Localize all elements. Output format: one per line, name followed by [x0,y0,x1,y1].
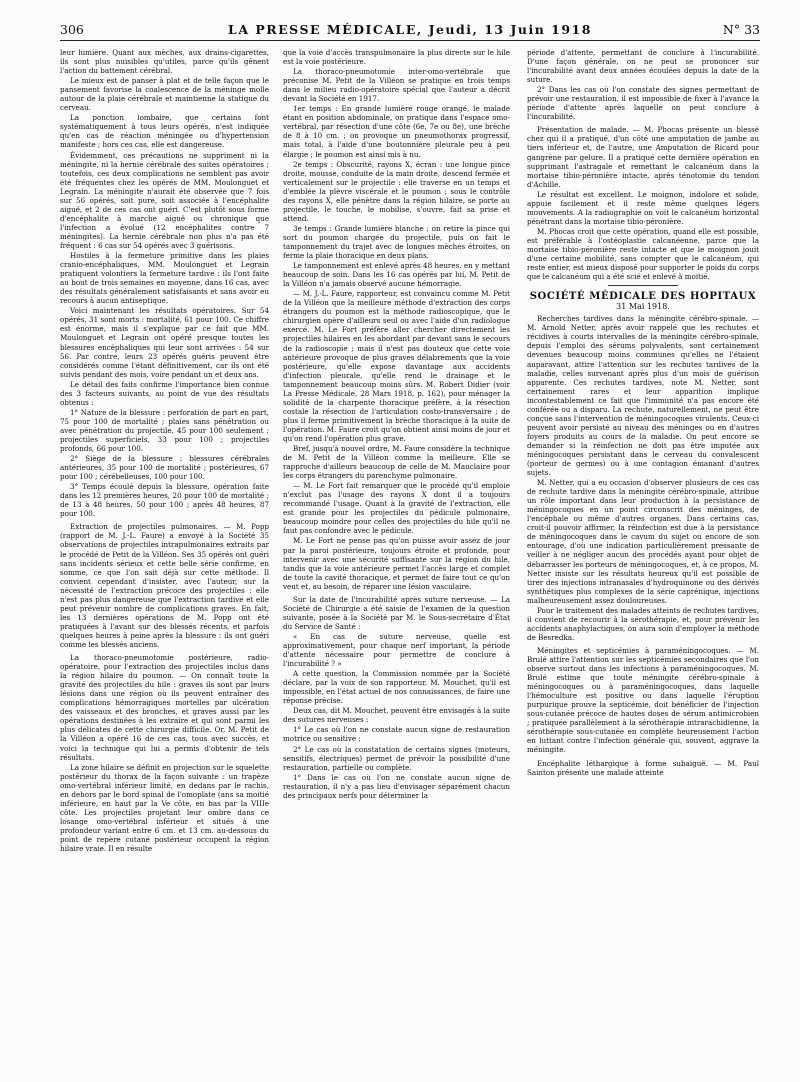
paragraph: 3° Temps écoulé depuis la blessure, opération faite dans les 12 premières heures, 20 pour 100 de mortalité ; de 13 à 48 heures, 50 pour 100 ; après 48 heures, 87 pour 100. [60,482,269,519]
paragraph: Le détail des faits confirme l'importance bien connue des 3 facteurs suivants, au point de vue des résultats obtenus : [60,379,269,407]
article-paramenigocoques: Méningites et septicémies à paraméningocoques. — M. Brulé attire l'attention sur les septicémies secondaires que l'on observe surtout dans les infections à paraméningocoques. M. Brulé estime que toute méningite cérébro-spinale à méningocoques ou à paraméningocoques, dans laquelle l'hémoculture est positive ou dans laquelle l'éruption purpurique prouve la septicémie, doit bénéficier de l'injection sous-cutanée précoce de hautes doses de sérum antimicrobien ; pratiquée parallèlement à la sérothérapie intrarachidienne, la sérothérapie sous-cutanée en complète heureusement l'action en luttant contre l'infection générale qui, souvent, aggrave la méningite. [527,645,759,755]
section-title: SOCIÉTÉ MÉDICALE DES HOPITAUX [529,291,757,303]
paragraph: Voici maintenant les résultats opératoires. Sur 54 opérés, 31 sont morts : mortalité, 61 pour 100. Ce chiffre est énorme, mais il s'explique par ce fait que MM. Moulonguet et Legrain ont opéré presque toutes les blessures encéphaliques qui leur sont arrivées : 54 sur 56. Par contre, leurs 23 opérés guéris peuvent être considérés comme l'étant définitivement, car ils ont été suivis pendant des mois, voire pendant un et deux ans. [60,306,269,379]
paragraph: A cette question, la Commission nommée par la Société déclare, par la voix de son rapporteur, M. Mouchet, qu'il est impossible, en l'état actuel de nos connaissances, de faire une réponse précise. [283,669,510,706]
paragraph: 2e temps : Obscurité, rayons X, écran : une longue pince droite, mousse, conduite de la main droite, descend fermée et verticalement sur le projectile : elle traverse en un temps et d'emblée la plèvre viscérale et le poumon ; sous le contrôle des rayons X, elle pénètre dans la région hilaire, se porte au projectile, le touche, le mobilise, s'ouvre, fait sa prise et attend. [283,159,510,223]
article-encephalite-lethargique: Encéphalite léthargique à forme subaiguë. — M. Paul Sainton présente une malade atteinte [527,758,759,777]
running-header [60,18,760,41]
section-rule [608,285,678,286]
paragraph: Évidemment, ces précautions ne suppriment ni la méningite, ni la hernie cérébrale des suites opératoires ; toutefois, ces deux complications ne semblent pas avoir été fréquentes chez les opérés de MM. Moulonguet et Legrain. La méningite n'aurait été observée que 7 fois sur 56 opérés, soit pure, soit associée à l'encéphalite aiguë, et 2 de ces cas ont guéri. C'est plutôt sous forme d'encéphalite à marche aiguë ou chronique que l'infection a évolué (12 encéphalites contre 7 méningites). La hernie cérébrale non plus n'a pas été fréquent : 6 cas sur 54 opérés avec 3 guérisons. [60,150,269,250]
article-projectiles-pulmonaires: Extraction de projectiles pulmonaires. — M. Popp (rapport de M. J.-L. Faure) a envoyé à la Société 35 observations de projectiles intrapulmonaires extraits par le procédé de Petit de la Villéon. Ses 35 opérés ont guéri sans incidents sérieux et cette belle série confirme, en somme, ce que l'on sait déjà sur cette méthode. Il convient cependant d'insister, avec l'auteur, sur la nécessité de l'extraction précoce des projectiles : elle n'est pas plus dangereuse que l'extraction tardive et elle peut prévenir nombre de complications graves. En fait, les 13 dernières opérations de M. Popp ont été pratiquées à l'avant sur des blessés récents, et parfois quelques heures à peine après la blessure : ils ont guéri comme les blessés anciens. [60,522,269,649]
paragraph: M. Netter, qui a eu occasion d'observer plusieurs de ces cas de rechute tardive dans la méningite cérébro-spinale, attribue un rôle important dans leur production à la persistance de méningocoques en un point circonscrit des méninges, de l'encéphale ou même d'autres organes. Dans certains cas, croit-il pouvoir affirmer, la réinfection est due à la persistance de méningocoques dans le cavum du sujet ou encore de son entourage, d'où une indication particulièrement pressante de veiller à ne négliger aucun des procédés ayant pour objet de débarrasser les porteurs de méningocoques, et, à ce propos, M. Netter insiste sur les résultats heureux qu'il est possible de tirer des injections intranasales d'hydroquinone ou des dérivés synthétiques plus complexes de la série caprénique, injections malheureusement assez douloureuses. [527,478,759,605]
paragraph: La ponction lombaire, que certains font systématiquement à tous leurs opérés, n'est indiquée qu'en cas de réaction méningée ou d'hypertension manifeste ; hors ces cas, elle est dangereuse. [60,113,269,150]
paragraph: — M. J.-L. Faure, rapporteur, est convaincu comme M. Petit de la Villéon que la meilleure méthode d'extraction des corps étrangers du poumon est la méthode radioscopique, que le chirurgien opère d'ailleurs seul ou avec l'aide d'un radiologue exercé. M. Le Fort préfère aller chercher directement les projectiles hilaires en les abordant par devant sans le secours de la radioscopie ; mais il n'est pas douteux que cette voie antérieure provoque de plus graves délabrements que la voie postérieure, qu'elle expose davantage aux accidents d'infection pleurale, qu'elle rend le drainage et le tamponnement beaucoup moins sûrs. M. Robert Didier (voir La Presse Médicale, 28 Mars 1918, p. 162), pour ménager la solidité de la charpente thoracique préfère, à la résection costale la résection de l'articulation costo-transversaire ; de plus il ferme primitivement la brèche thoracique à la suite de l'opération. M. Faure croit qu'on obtient ainsi moins de jour et qu'on rend l'opération plus grave. [283,289,510,443]
journal-title: LA PRESSE MÉDICALE, Jeudi, 13 Juin 1918 [228,21,592,37]
paragraph: 1° Le cas où l'on ne constate aucun signe de restauration motrice ou sensitive ; [283,725,510,744]
section-date: 31 Mai 1918. [616,302,670,312]
paragraph: 3e temps : Grande lumière blanche ; on retire la pince qui sort du poumon chargée du projectile, puis on fait le tamponnement du trajet avec de longues mèches étroites, on ferme la plaie thoracique en deux plans. [283,223,510,261]
issue-number: N° 33 [722,21,760,37]
paragraph: La thoraco-pneumotomie inter-omo-vertébrale que préconise M. Petit de la Villéon se pratique en trois temps dans le milieu radio-opératoire spécial que l'auteur a décrit devant la Société en 1917. [283,67,510,104]
paragraph: La zone hilaire se définit en projection sur le squelette postérieur du thorax de la façon suivante : un trapèze omo-vertébral inférieur limité, en dedans par le rachis, en dehors par le bord spinal de l'omoplate (ans sa moitié inférieure, en haut par la Ve côte, en bas par la VIIIe côte. Les projectiles projetant leur ombre dans ce losange omo-vertébral inférieur et situés à une profondeur variant entre 6 cm. et 13 cm. au-dessous du point de repère cutané postérieur occupent la région hilaire vraie. Il en résulte [60,762,269,854]
paragraph: — M. Le Fort fait remarquer que le procédé qu'il emploie n'exclut pas l'usage des rayons X dont il a toujours recommandé l'usage. Quant à la gravité de l'extraction, elle est grande pour les projectiles du pédicule pulmonaire, beaucoup moindre pour celles des projectiles du hile qu'il ne faut pas confondre avec le pédicule. [283,481,510,536]
paragraph: 2° Siège de la blessure : blessures cérébrales antérieures, 35 pour 100 de mortalité ; postérieures, 67 pour 100 ; cérébelleuses, 100 pour 100. [60,454,269,482]
article-thoraco-pneumotomie: La thoraco-pneumotomie postérieure, radio-opératoire, pour l'extraction des projectiles inclus dans la région hilaire du poumon. — On connaît toute la gravité des projectiles du hile : graves ils sont par leurs lésions dans une région où ils peuvent entraîner des complications hémorragiques mortelles par ulcération des vaisseaux et des bronches, et graves aussi par les opérations destinées à les extraire et qui sont parmi les plus délicates de cette chirurgie difficile. Or, M. Petit de la Villéon a opéré 16 de ces cas, tous avec succès, et voici la technique qui lui a permis d'obtenir de tels résultats. [60,653,269,762]
paragraph: 1° Dans le cas où l'on ne constate aucun signe de restauration, il n'y a pas lieu d'envisager séparément chacun des principaux nerfs pour déterminer la [283,772,510,800]
paragraph: Le tamponnement est enlevé après 48 heures, en y mettant beaucoup de soin. Dans les 16 cas opérés par lui, M. Petit de la Villéon n'a jamais observé aucune hémorragie. [283,261,510,289]
paragraph: que la voie d'accès transpulmonaire la plus directe sur le hile est la voie postérieure. [283,48,510,67]
paragraph: 1er temps : En grande lumière rouge orangé, le malade étant en position abdominale, on pratique dans l'espace omo-vertébral, par résection d'une côte (6e, 7e ou 8e), une brèche de 8 à 10 cm. ; on provoque un pneumothorax progressif, mais total, à l'aide d'une boutonnière pleurale peu à peu élargie ; le poumon est ainsi mis à nu. [283,104,510,159]
paragraph: M. Le Fort ne pense pas qu'on puisse avoir assez de jour par la paroi postérieure, toujours étroite et profonde, pour intervenir avec une sécurité suffisante sur la région du hile, tandis que la voie antérieure permet l'accès large et complet de toute la cavité thoracique, et permet de faire tout ce qu'on veut et, au besoin, de réparer une lésion vasculaire. [283,536,510,591]
paragraph: leur lumière. Quant aux mèches, aux drains-cigarettes, ils sont plus nuisibles qu'utiles, parce qu'ils gênent l'action du battement cérébral. [60,48,269,76]
paragraph: Le mieux est de panser à plat et de telle façon que le pansement favorise la coalescence de la méninge molle autour de la plaie cérébrale et maintienne la statique du cerveau. [60,76,269,113]
article-meningite-rechutes: Recherches tardives dans la méningite cérébro-spinale. — M. Arnold Netter, après avoir rappelé que les rechutes et récidives à courts intervalles de la méningite cérébro-spinale, depuis l'emploi des sérums polyvalents, sont certainement devenues beaucoup moins communes qu'elles ne l'étaient auparavant, attire l'attention sur les rechutes tardives de la maladie, celles survenant après plus d'un mois de guérison apparente. Ces rechutes tardives, note M. Netter, sont certainement rares et leur apparition implique incontestablement ce fait que l'immunité n'a pas encore été conférée ou a disparu. La rechute, naturellement, ne peut être conçue sans l'intervention de méningocoques virulents. Ceux-ci peuvent avoir persisté au niveau des méninges ou en d'autres foyers produits au cours de la maladie. On peut encore se demander si la réinfection ne doit pas être imputée aux méningocoques persistant dans le cerveau du convalescent (porteur de germes) ou à une contagion émanant d'autres sujets. [527,314,759,478]
paragraph: 2° Le cas où la constatation de certains signes (moteurs, sensitifs, électriques) permet de prévoir la possibilité d'une restauration, partielle ou complète. [283,744,510,772]
paragraph: Hostiles à la fermeture primitive dans les plaies cranio-encéphaliques, MM. Moulonguet et Legrain pratiquent volontiers la fermeture tardive : ils l'ont faite au bout de trois semaines en moyenne, dans 16 cas, avec des résultats généralement satisfaisants et sans avoir eu recours à aucun antiseptique. [60,251,269,306]
paragraph: Deux cas, dit M. Mouchet, peuvent être envisagés à la suite des sutures nerveuses : [283,706,510,725]
paragraph: M. Phocas croit que cette opération, quand elle est possible, est préférable à l'ostéoplastie calcanéenne, parce que la mortaise tibio-péronière reste intacte et que le moignon jouit d'une certaine mobilité, sans compter que le calcanéum, qui reste entier, est mieux disposé pour supporter le poids du corps que le calcanéum qui a été scié et enlevé à moitié. [527,226,759,282]
article-incurabilite: Sur la date de l'incurabilité après suture nerveuse. — La Société de Chirurgie a été saisie de l'examen de la question suivante, posée à la Société par M. le Sous-secrétaire d'État du Service de Santé : [283,594,510,631]
page-number: 306 [60,21,84,37]
paragraph: période d'attente, permettant de conclure à l'incurabilité. D'une façon générale, on ne peut se prononcer sur l'incurabilité avant deux années écoulées depuis la date de la suture. [527,48,759,85]
column-2 [283,48,510,1074]
column-1 [60,48,269,1074]
paragraph: « En cas de suture nerveuse, quelle est approximativement, pour chaque nerf important, la période d'attente nécessaire pour permettre de conclure à l'incurabilité ? » [283,631,510,669]
paragraph: Le résultat est excellent. Le moignon, indolore et solide, appuie facilement et il reste même quelques légers mouvements. A la radiographie on voit le calcanéum horizontal pénétrant dans la mortaise tibio-péronière. [527,189,759,226]
column-3 [527,48,759,1074]
paragraph: 1° Nature de la blessure : perforation de part en part, 75 pour 100 de mortalité ; plaies sans pénétration ou avec pénétration du projectile, 45 pour 100 seulement ; projectiles superficiels, 33 pour 100 ; projectiles profonds, 66 pour 100. [60,407,269,454]
article-presentation-malade: Présentation de malade. — M. Phocas présente un blessé chez qui il a pratiqué, d'un côté une amputation de jambe au tiers inférieur et, de l'autre, une Amputation de Ricard pour gangrène par gelure. Il a pratiqué cette dernière opération en supprimant l'astragale et remettant le calcanéum dans la mortaise tibio-péronière intacte, après ténotomie du tendon d'Achille. [527,125,759,189]
paragraph: 2° Dans les cas où l'on constate des signes permettant de prévoir une restauration, il est impossible de fixer à l'avance la période d'attente après laquelle on peut conclure à l'incurabilité. [527,85,759,122]
paragraph: Pour le traitement des malades atteints de rechutes tardives, il convient de recourir à la sérothérapie, et, pour prévenir les accidents anaphylactiques, on aura soin d'employer la méthode de Besredka. [527,605,759,642]
paragraph: Bref, jusqu'à nouvel ordre, M. Faure considère la technique de M. Petit de la Villéon comme la meilleure. Elle se rapproche d'ailleurs beaucoup de celle de M. Mauclaire pour les corps étrangers du parenchyme pulmonaire. [283,444,510,481]
